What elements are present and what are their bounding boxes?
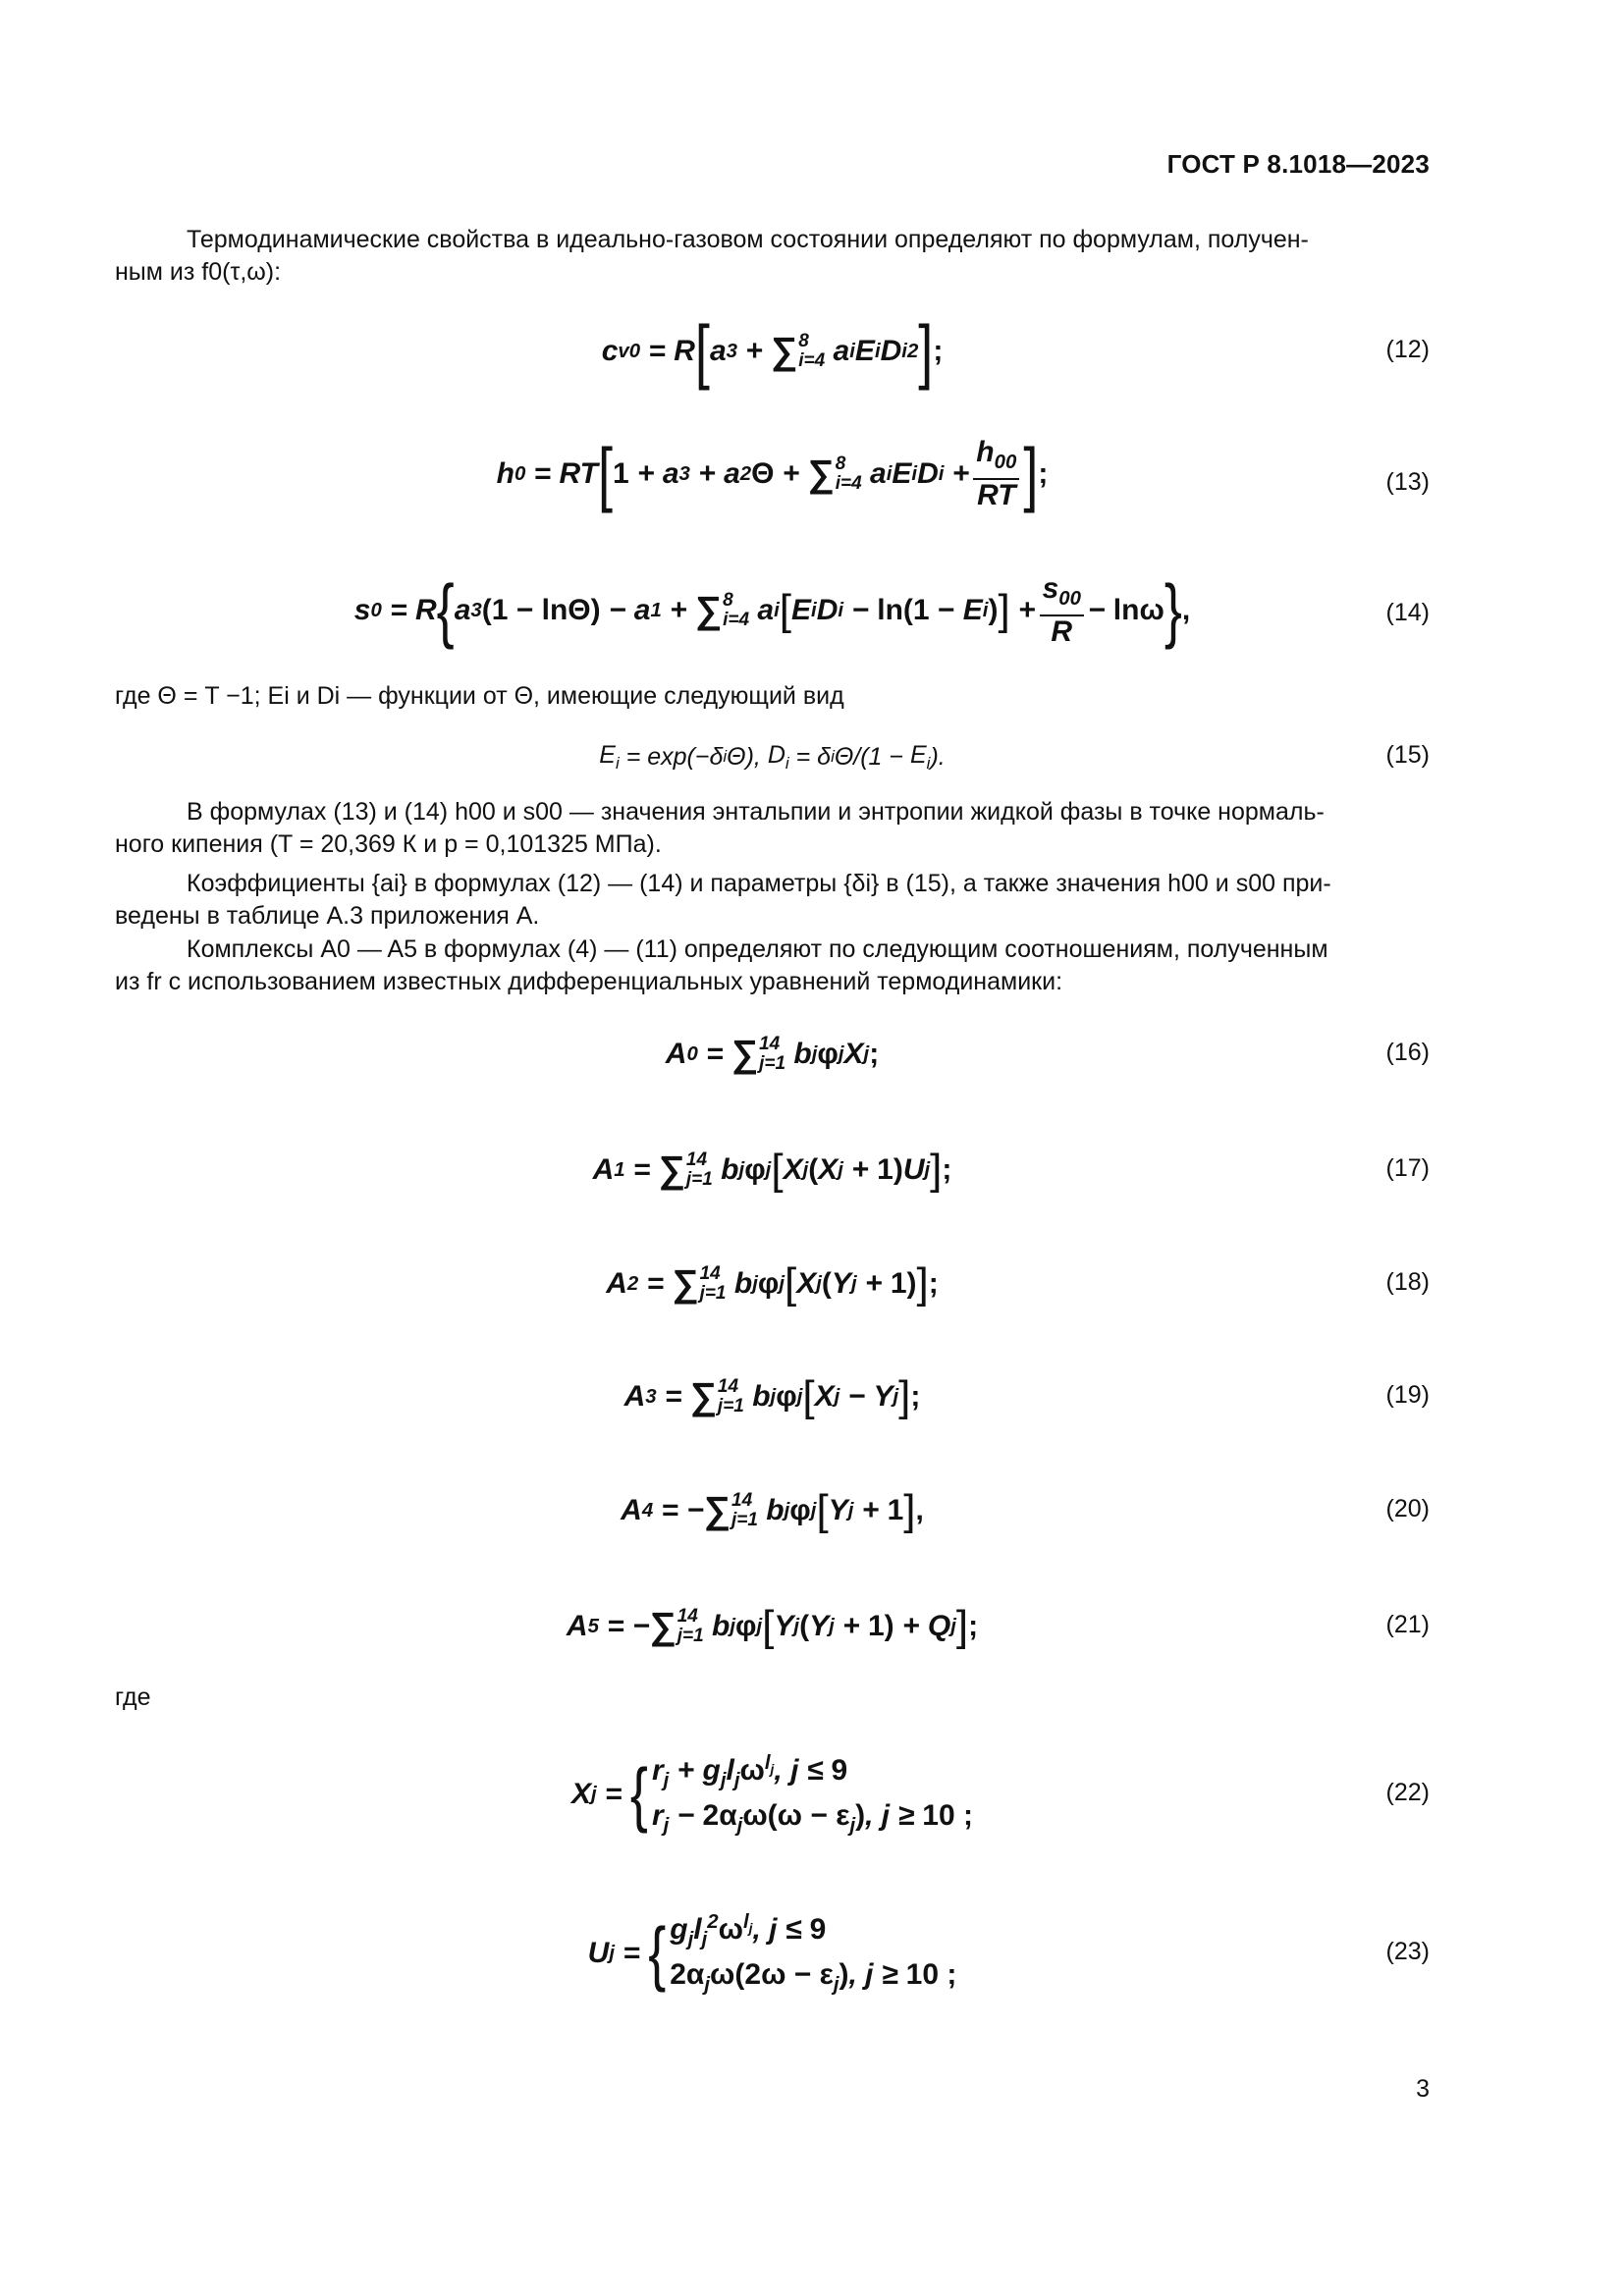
where-theta-text: где Θ = T −1; Ei и Di — функции от Θ, имеющие следующий вид [115, 682, 844, 710]
equation-22 [115, 1752, 1430, 1837]
equation-13 [115, 435, 1430, 513]
equation-16 [115, 1015, 1430, 1094]
page-number: 3 [1416, 2075, 1430, 2103]
equation-19 [115, 1358, 1430, 1436]
where-label-line [115, 1682, 1430, 1714]
equation-number: (23) [1385, 1938, 1430, 1965]
formula-23: U j = { $g_jl_j^2\omega^{l_j}$, j ≤ 9 $2\alpha_j\omega(2\omega - \varepsilon_j)$, j ≥ 10 ; [587, 1911, 957, 1996]
intro-paragraph [115, 224, 1430, 289]
equation-number: (14) [1385, 599, 1430, 626]
paragraph-coefficients [115, 868, 1430, 933]
document-header: ГОСТ Р 8.1018—2023 [1166, 149, 1430, 179]
paragraph-h00-line-2: ного кипения (T = 20,369 К и p = 0,101325 МПа). [115, 830, 662, 858]
equation-number: (17) [1385, 1154, 1430, 1182]
formula-12: c v0 = R [ a 3 + ∑ 8 i=4 a i E i D i 2 ] ; [601, 311, 944, 392]
equation-number: (15) [1385, 741, 1430, 769]
equation-number: (13) [1385, 468, 1430, 496]
where-label: где [115, 1683, 151, 1711]
formula-17: A 1 = ∑ 14 j=1 b j φ j [ X j ( X j + 1) U j ] ; [592, 1146, 952, 1194]
equation-20 [115, 1471, 1430, 1550]
paragraph-complexes [115, 934, 1430, 998]
paragraph-h00-line-1: В формулах (13) и (14) h00 и s00 — значения энтальпии и энтропии жидкой фазы в точке нормаль- [187, 798, 1325, 826]
equation-number: (16) [1385, 1039, 1430, 1066]
paragraph-coefficients-line-2: ведены в таблице А.3 приложения А. [115, 902, 540, 930]
equation-18 [115, 1245, 1430, 1323]
equation-14 [115, 571, 1430, 650]
paragraph-h00 [115, 796, 1430, 861]
paragraph-complexes-line-2: из fr с использованием известных дифференциальных уравнений термодинамики: [115, 968, 1063, 995]
equation-17 [115, 1131, 1430, 1209]
formula-19: A 3 = ∑ 14 j=1 b j φ j [ X j − Y j ] ; [623, 1372, 921, 1420]
equation-12 [115, 312, 1430, 391]
formula-20: A 4 = − ∑ 14 j=1 b j φ j [ Y j + 1 ] , [621, 1486, 924, 1534]
equation-15 [115, 718, 1430, 796]
equation-number: (18) [1385, 1268, 1430, 1296]
equation-number: (22) [1385, 1779, 1430, 1806]
paragraph-coefficients-line-1: Коэффициенты {ai} в формулах (12) — (14) и параметры {δi} в (15), а также значения h00 и s00 при- [187, 870, 1331, 897]
formula-16: A 0 = ∑ 14 j=1 b j φ j X j ; [665, 1033, 880, 1075]
equation-number: (20) [1385, 1495, 1430, 1522]
formula-18: A 2 = ∑ 14 j=1 b j φ j [ X j ( Y j + 1) ] ; [606, 1259, 939, 1308]
formula-13: h 0 = RT [ 1 + a 3 + a 2 Θ + ∑ 8 i=4 a i E i D i + $\frac{h_{00}}{RT}$ ] ; [496, 434, 1049, 514]
formula-15: $E_i$ = exp(−δ i Θ), $D_i$ = δ i Θ/(1 − $E_i$ ). [599, 740, 946, 773]
equation-number: (21) [1385, 1611, 1430, 1638]
equation-21 [115, 1587, 1430, 1666]
paragraph-complexes-line-1: Комплексы A0 — A5 в формулах (4) — (11) определяют по следующим соотношениям, полученным [187, 935, 1328, 963]
where-theta-line [115, 680, 1430, 713]
equation-23 [115, 1911, 1430, 1996]
formula-22: X j = { $r_j + g_jl_j\omega^{l_j}$, j ≤ 9 $r_j - 2\alpha_j\omega(\omega - \varepsilon_j)$, j ≥ 10 ; [571, 1752, 973, 1837]
formula-21: A 5 = − ∑ 14 j=1 b j φ j [ Y j ( Y j + 1) + Q j ] ; [566, 1602, 979, 1650]
intro-line-2: ным из f0(τ,ω): [115, 258, 282, 286]
equation-number: (19) [1385, 1381, 1430, 1409]
equation-number: (12) [1385, 336, 1430, 363]
intro-line-1: Термодинамические свойства в идеально-газовом состоянии определяют по формулам, получен- [187, 226, 1309, 253]
formula-14: s 0 = R { a 3 (1 − lnΘ) − a 1 + ∑ 8 i=4 a i [ E i D i − ln(1 − E i ) ] + $\frac{s_{00}}{R}$ − lnω } , [353, 570, 1191, 651]
